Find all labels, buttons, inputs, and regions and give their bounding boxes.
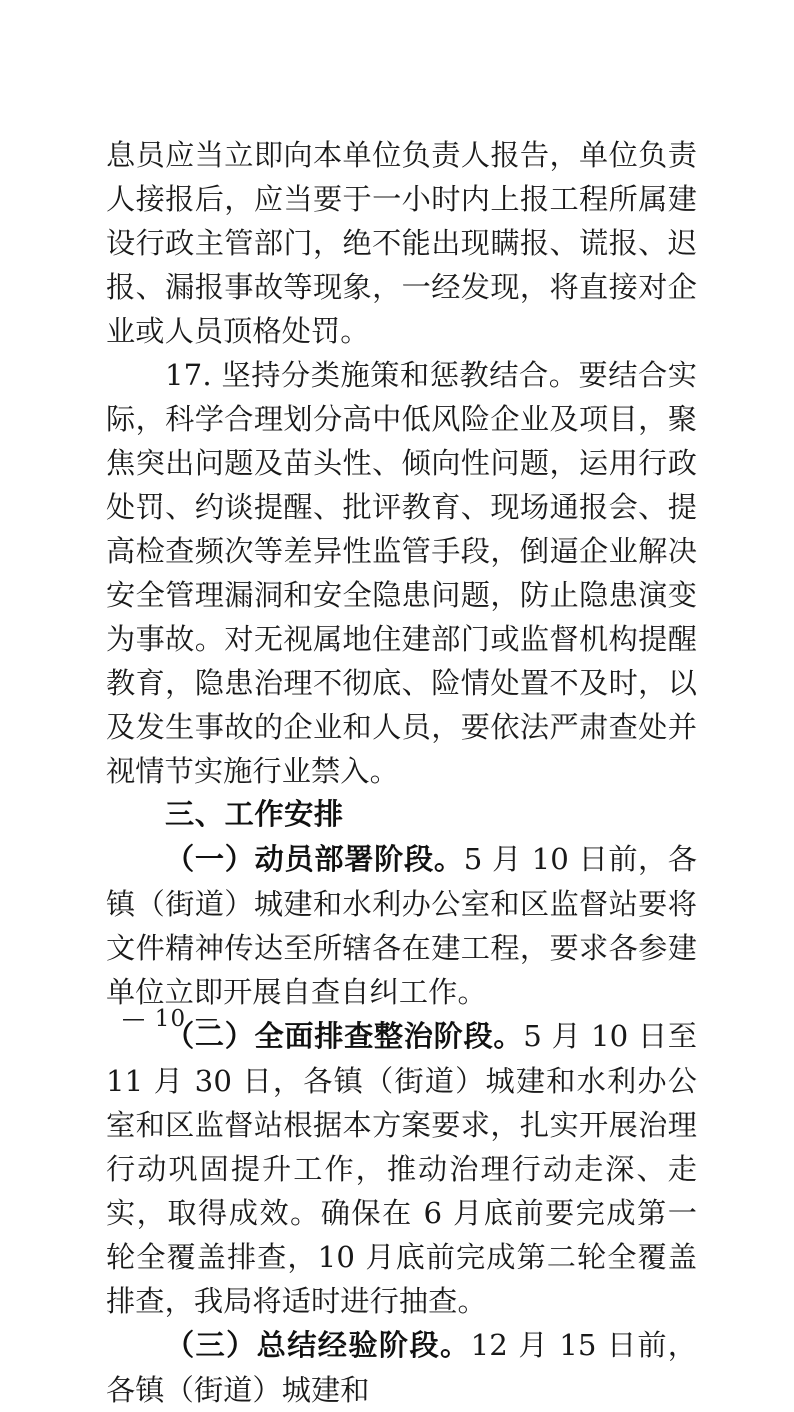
page-number: — 10 —: [122, 1006, 220, 1032]
stage-two-label: （二）全面排查整治阶段。: [165, 1021, 524, 1053]
stage-one-text: 5 月 10 日前，各镇（街道）城建和水利办公室和区监督站要将文件精神传达至所辖各在建工程，要求各参建单位立即开展自查自纠工作。: [106, 842, 697, 1009]
stage-one-label: （一）动员部署阶段。: [165, 844, 464, 876]
paragraph-continued: 息员应当立即向本单位负责人报告，单位负责人接报后，应当要于一小时内上报工程所属建设行政主管部门，绝不能出现瞒报、谎报、迟报、漏报事故等现象，一经发现，将直接对企业或人员顶格处罚。: [106, 138, 697, 348]
paragraph-stage-three: [106, 1323, 697, 1412]
document-body: [106, 133, 697, 1412]
section-heading-work-arrangement: 三、工作安排: [165, 799, 344, 831]
paragraph-stage-two: [106, 1014, 697, 1323]
stage-three-label: （三）总结经验阶段。: [165, 1330, 471, 1362]
stage-two-text: 5 月 10 日至 11 月 30 日，各镇（街道）城建和水利办公室和区监督站根据本方案要求，扎实开展治理行动巩固提升工作，推动治理行动走深、走实，取得成效。确保在 6 月底前要完成第一轮全覆盖排查，10 月底前完成第二轮全覆盖排查，我局将适时进行抽查。: [106, 1019, 697, 1318]
paragraph-stage-one: [106, 837, 697, 1014]
stage-three-text: 12 月 15 日前，各镇（街道）城建和: [106, 1328, 698, 1407]
paragraph-item-17: 17. 坚持分类施策和惩教结合。要结合实际，科学合理划分高中低风险企业及项目，聚焦突出问题及苗头性、倾向性问题，运用行政处罚、约谈提醒、批评教育、现场通报会、提高检查频次等差异性监管手段，倒逼企业解决安全管理漏洞和安全隐患问题，防止隐患演变为事故。对无视属地住建部门或监督机构提醒教育，隐患治理不彻底、险情处置不及时，以及发生事故的企业和人员，要依法严肃查处并视情节实施行业禁入。: [106, 358, 697, 788]
